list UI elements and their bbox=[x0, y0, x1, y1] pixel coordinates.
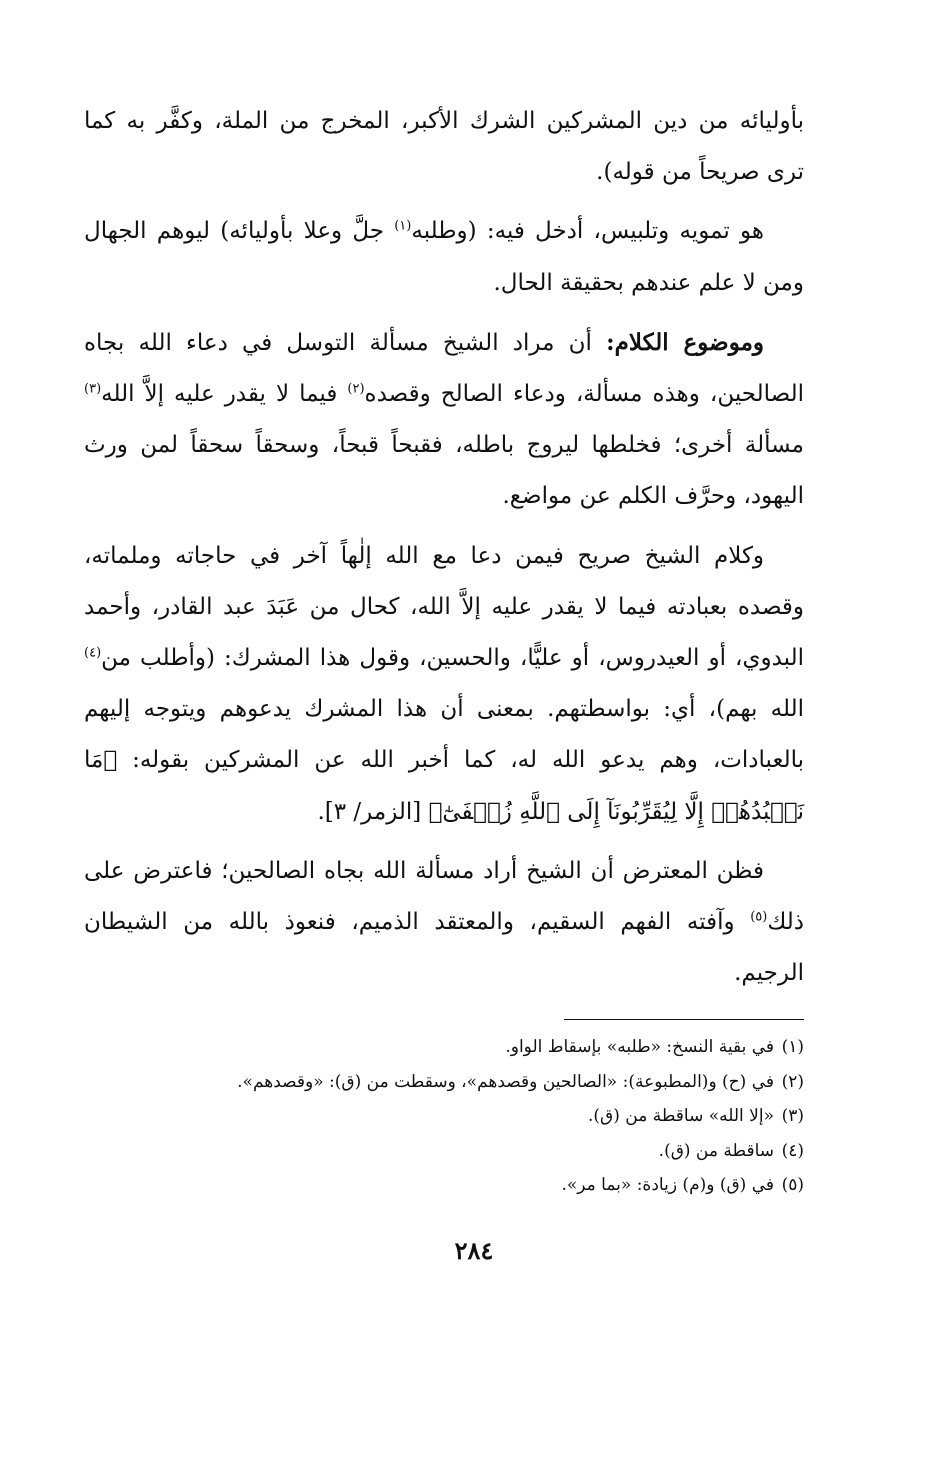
footnote-number: (٤) bbox=[781, 1140, 804, 1161]
footnote bbox=[84, 1134, 804, 1169]
footnotes bbox=[84, 1030, 804, 1203]
paragraph-text: مسألة أخرى؛ فخلطها ليروج باطله، فقبحاً قبحاً، وسحقاً سحقاً لمن ورث اليهود، وحرَّف الكلم عن مواضع. bbox=[84, 432, 804, 510]
footnote-separator bbox=[564, 1019, 804, 1020]
paragraph bbox=[84, 96, 804, 198]
paragraph-text: وكلام الشيخ صريح فيمن دعا مع الله إلٰهاً آخر في حاجاته وملماته، وقصده بعبادته فيما لا يقدر عليه إلاَّ الله، كحال من عَبَدَ عبد القادر، وأحمد البدوي، أو العيدروس، أو عليًّا، والحسين، وقول هذا المشرك: (وأطلب من bbox=[84, 542, 804, 672]
footnote-number: (٥) bbox=[781, 1175, 804, 1196]
footnote-marker: (٥) bbox=[750, 909, 768, 925]
page-body bbox=[84, 96, 804, 1203]
footnote-number: (٢) bbox=[781, 1071, 804, 1092]
footnote bbox=[84, 1168, 804, 1203]
footnote bbox=[84, 1030, 804, 1065]
footnote-text: في (ح) و(المطبوعة): «الصالحين وقصدهم»، وسقطت من (ق): «وقصدهم». bbox=[237, 1071, 774, 1092]
main-text bbox=[84, 96, 804, 999]
paragraph-text: فظن المعترض أن الشيخ أراد مسألة الله بجاه الصالحين؛ فاعترض على ذلك bbox=[84, 857, 804, 936]
paragraph-text: هو تمويه وتلبيس، أدخل فيه: (وطلبه bbox=[411, 218, 764, 245]
footnote-text: «إلا الله» ساقطة من (ق). bbox=[588, 1106, 774, 1127]
footnote-marker: (٢) bbox=[347, 381, 365, 397]
footnote-text: في بقية النسخ: «طلبه» بإسقاط الواو. bbox=[505, 1037, 774, 1058]
paragraph-text: الله بهم)، أي: بواسطتهم. بمعنى أن هذا المشرك يدعوهم ويتوجه إليهم بالعبادات، وهم يدعو الله له، كما أخبر الله عن المشركين بقوله: ﴿مَا نَعۡبُدُهُمۡ إِلَّا لِيُقَرِّبُونَآ إِلَى ٱللَّهِ زُلۡفَىٰٓ﴾ [الزمر/ ٣]. bbox=[84, 696, 804, 825]
paragraph-text: وآفته الفهم السقيم، والمعتقد الذميم، فنعوذ بالله من الشيطان الرجيم. bbox=[84, 909, 804, 987]
footnote-number: (٣) bbox=[781, 1106, 804, 1127]
footnote-text: ساقطة من (ق). bbox=[658, 1140, 774, 1161]
paragraph-text: جلَّ وعلا بأوليائه) ليوهم الجهال ومن لا علم عندهم بحقيقة الحال. bbox=[84, 218, 804, 296]
paragraph bbox=[84, 206, 804, 308]
paragraph-text: فيما لا يقدر عليه إلاَّ الله bbox=[101, 381, 348, 408]
paragraph-text: أن مراد الشيخ مسألة التوسل في دعاء الله بجاه الصالحين، وهذه مسألة، ودعاء الصالح وقصده bbox=[84, 329, 804, 408]
paragraph-text: بأوليائه من دين المشركين الشرك الأكبر، المخرج من الملة، وكفَّر به كما ترى صريحاً من قوله). bbox=[84, 108, 804, 186]
footnote-text: في (ق) و(م) زيادة: «بما مر». bbox=[561, 1175, 774, 1196]
paragraph bbox=[84, 317, 804, 523]
paragraph bbox=[84, 531, 804, 838]
footnote-marker: (١) bbox=[394, 218, 412, 234]
footnote bbox=[84, 1099, 804, 1134]
footnote-number: (١) bbox=[781, 1037, 804, 1058]
bold-heading-text: وموضوع الكلام: bbox=[606, 328, 765, 356]
footnote-marker: (٤) bbox=[84, 645, 102, 661]
footnote bbox=[84, 1065, 804, 1100]
page-number: ٢٨٤ bbox=[454, 1236, 494, 1265]
paragraph bbox=[84, 846, 804, 1000]
footnote-marker: (٣) bbox=[84, 381, 102, 397]
